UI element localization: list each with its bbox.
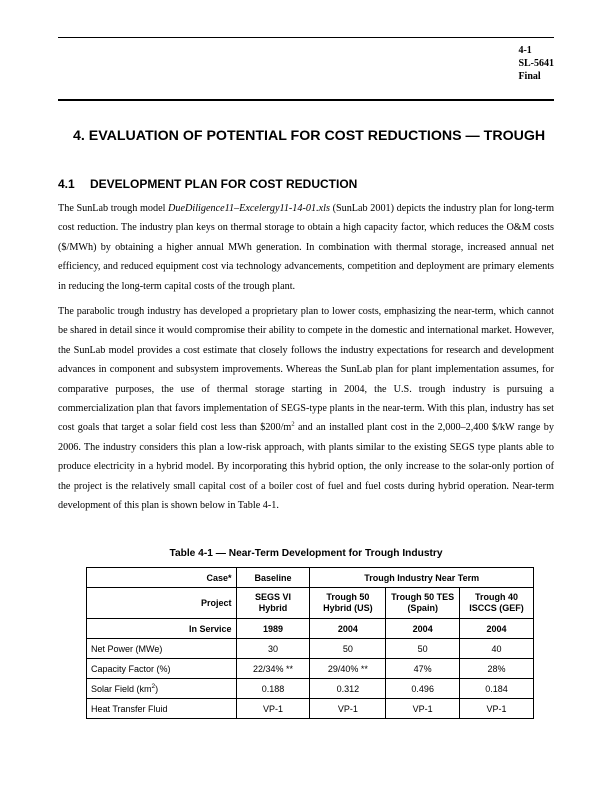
table-row [87,699,534,719]
table-cell: 40 [460,639,534,659]
row-label-end: ) [155,683,159,694]
row-label: Capacity Factor (%) [87,659,237,679]
table-cell: VP-1 [310,699,386,719]
table-cell: 0.312 [310,679,386,699]
paragraph-1-lead: The SunLab trough model [58,203,169,214]
in-service-label: In Service [87,619,237,639]
in-service-cell: 2004 [310,619,386,639]
table-cell: 30 [236,639,310,659]
table-cell: 47% [386,659,460,679]
chapter-title: 4. EVALUATION OF POTENTIAL FOR COST REDUCTIONS — TROUGH [73,128,546,144]
document-status: Final [518,71,541,82]
table-header-row-in-service [87,619,534,639]
table-cell: 0.188 [236,679,310,699]
row-label-superscript: 2 [151,682,156,690]
table-header-row-case [87,568,534,588]
project-cell: SEGS VI Hybrid [236,588,310,619]
superscript: 2 [291,421,295,429]
table-row [87,659,534,679]
header-top-rule [58,37,554,38]
document-id: SL-5641 [518,58,554,69]
header-bottom-rule [58,99,554,101]
near-term-label: Trough Industry Near Term [310,568,534,588]
paragraph-1-rest: (SunLab 2001) depicts the industry plan for long-term cost reduction. The industry plan keys on thermal storage to obtain a high capacity factor, which reduces the O&M costs ($/MWh) by obtaining a higher annual MWh generation. In combination with thermal storage, increased annual net efficiency, and reduced equipment cost via technology advancements, competition and deployment are primary elements in reducing the long-term capital costs of the trough plant. [58,203,554,292]
section-number: 4.1 [58,177,75,191]
near-term-development-table [86,567,534,719]
table-cell: 28% [460,659,534,679]
table-row [87,639,534,659]
project-cell: Trough 50 Hybrid (US) [310,588,386,619]
paragraph-1 [58,199,554,296]
row-label: Heat Transfer Fluid [87,699,237,719]
in-service-cell: 1989 [236,619,310,639]
table-caption: Table 4-1 — Near-Term Development for Trough Industry [169,548,443,559]
table-cell: VP-1 [460,699,534,719]
table-cell: 29/40% ** [310,659,386,679]
table-header-row-project [87,588,534,619]
table-cell: 50 [310,639,386,659]
paragraph-2-part1: The parabolic trough industry has developed a proprietary plan to lower costs, emphasizing the near-term, which cannot be shared in detail since it would compromise their ability to compete in the domestic and international market. However, the SunLab model provides a cost estimate that closely follows the industry expectations for research and development advances in component and subsystem improvements. Whereas the SunLab plan for plant implementation assumes, for comparative purposes, the use of thermal storage starting in 2004, the U.S. trough industry is pursuing a commercialization plan that favors implementation of SEGS-type plants in the near-term. With this plan, industry has set cost goals that target a solar field cost less than $200/m [58,306,554,434]
row-label: Net Power (MWe) [87,639,237,659]
table-cell: 0.496 [386,679,460,699]
page-header [518,44,554,83]
project-label: Project [87,588,237,619]
table-cell: 50 [386,639,460,659]
table-cell: VP-1 [386,699,460,719]
row-label [87,679,237,699]
table-row [87,679,534,699]
in-service-cell: 2004 [460,619,534,639]
row-label-text: Solar Field (km [91,683,152,694]
in-service-cell: 2004 [386,619,460,639]
paragraph-2-part2: and an installed plant cost in the 2,000–2,400 $/kW range by 2006. The industry considers this plan a low-risk approach, with plants similar to the existing SEGS type plants able to produce electricity in a hybrid model. By incorporating this hybrid option, the only increase to the solar-only portion of the project is the relatively small capital cost of a boiler cost of fuel and fuel costs during hybrid operation. Near-term development of this plan is shown below in Table 4-1. [58,422,554,512]
project-cell: Trough 50 TES (Spain) [386,588,460,619]
table-cell: 0.184 [460,679,534,699]
section-heading [58,177,357,191]
section-title: DEVELOPMENT PLAN FOR COST REDUCTION [90,177,358,191]
baseline-label: Baseline [236,568,310,588]
case-label: Case* [87,568,237,588]
model-file-name: DueDiligence11–Excelergy11-14-01.xls [168,203,330,214]
table-cell: VP-1 [236,699,310,719]
paragraph-2 [58,302,554,515]
page-number: 4-1 [518,45,532,56]
table-cell: 22/34% ** [236,659,310,679]
project-cell: Trough 40 ISCCS (GEF) [460,588,534,619]
